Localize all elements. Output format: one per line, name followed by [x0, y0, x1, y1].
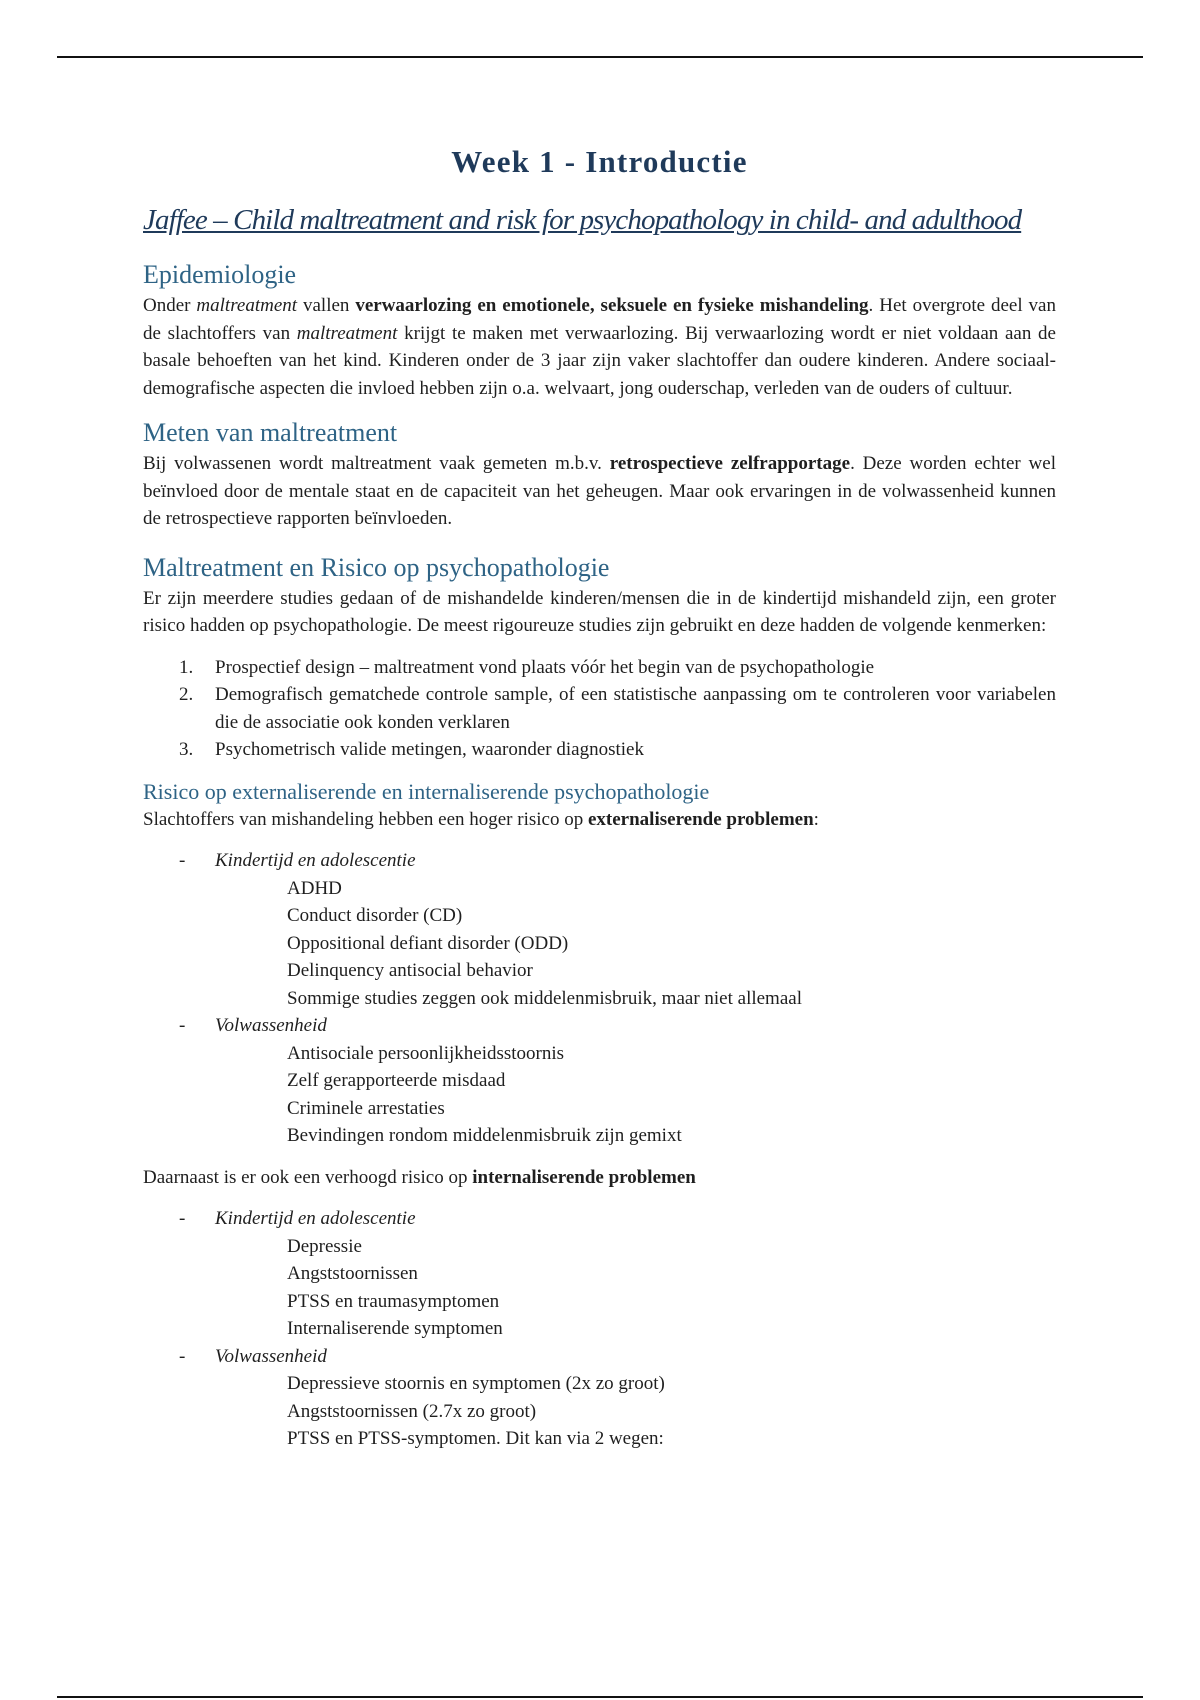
text-bold: internaliserende problemen: [472, 1166, 696, 1188]
bullet-text: PTSS en PTSS-symptomen. Dit kan via 2 wegen:: [287, 1428, 664, 1449]
bullet-icon: [251, 1122, 287, 1150]
bullet-icon: [251, 1288, 287, 1316]
bullet-icon: [251, 930, 287, 958]
bullet-list-item: [143, 1288, 1056, 1316]
numbered-list: [143, 654, 1056, 764]
bullet-icon: [251, 1040, 287, 1068]
bullet-text: Conduct disorder (CD): [287, 905, 463, 926]
bullet-list-item: [143, 902, 1056, 930]
bullet-icon: [251, 1315, 287, 1343]
text: Onder: [143, 295, 197, 316]
bullet-text: Depressieve stoornis en symptomen (2x zo groot): [287, 1373, 665, 1394]
text: :: [813, 808, 819, 830]
heading-meten: Meten van maltreatment: [143, 418, 398, 447]
list-number: 2.: [179, 684, 194, 705]
bottom-rule: [57, 1696, 1143, 1698]
dash-list-item: [143, 1343, 1056, 1371]
bullet-text: Oppositional defiant disorder (ODD): [287, 932, 569, 954]
list-text: Demografisch gematchede controle sample, of een statistische aanpassing om te controleren voor variabelen die de associatie ook konden verklaren: [215, 684, 1056, 733]
dash-list-item: [143, 847, 1056, 875]
bullet-list-item: [143, 1315, 1056, 1343]
text-bold: retrospectieve zelfrapportage: [609, 453, 851, 474]
text-italic: maltreatment: [196, 295, 298, 316]
bullet-list-item: [143, 875, 1056, 903]
dash-marker: -: [179, 1208, 186, 1229]
bullet-icon: [251, 985, 287, 1013]
heading-risico: Maltreatment en Risico op psychopathologie: [143, 552, 610, 582]
dash-list-item: [143, 1205, 1056, 1233]
dash-label: Volwassenheid: [215, 1345, 327, 1367]
text: Daarnaast is er ook een verhoogd risico op: [143, 1166, 473, 1188]
list-item: [143, 654, 1056, 682]
bullet-text: Depressie: [287, 1235, 362, 1257]
bullet-icon: [251, 902, 287, 930]
bullet-list-item: [143, 985, 1056, 1013]
bullet-list-item: [143, 1425, 1056, 1453]
list-text: Prospectief design – maltreatment vond plaats vóór het begin van de psychopathologie: [215, 656, 875, 678]
internaliserend-list: [143, 1205, 1056, 1453]
top-rule: [57, 56, 1143, 58]
paragraph-externaliserend: [143, 806, 1056, 834]
bullet-text: Angststoornissen: [287, 1263, 418, 1284]
bullet-list-item: [143, 1260, 1056, 1288]
bullet-list-item: [143, 1067, 1056, 1095]
bullet-text: Angststoornissen (2.7x zo groot): [287, 1400, 537, 1422]
text: vallen: [297, 295, 356, 316]
bullet-list-item: [143, 1040, 1056, 1068]
text: . Het overgrote deel van de slachtoffers van: [143, 295, 1056, 344]
bullet-icon: [251, 1398, 287, 1426]
text: Bij volwassenen wordt maltreatment vaak gemeten m.b.v.: [143, 453, 610, 474]
paragraph-internaliserend: [143, 1164, 1056, 1192]
bullet-icon: [251, 1067, 287, 1095]
bullet-icon: [251, 875, 287, 903]
bullet-icon: [251, 957, 287, 985]
bullet-icon: [251, 1095, 287, 1123]
text-italic: maltreatment: [296, 322, 398, 344]
bullet-list-item: [143, 1398, 1056, 1426]
bullet-icon: [251, 1370, 287, 1398]
paragraph-epidemiologie: [143, 292, 1056, 402]
bullet-list-item: [143, 930, 1056, 958]
list-number: 3.: [179, 739, 194, 760]
bullet-text: Internaliserende symptomen: [287, 1318, 503, 1339]
bullet-text: Criminele arrestaties: [287, 1097, 445, 1119]
text-bold: externaliserende problemen: [587, 808, 814, 830]
dash-label: Volwassenheid: [215, 1015, 327, 1036]
bullet-list-item: [143, 1233, 1056, 1261]
bullet-text: Bevindingen rondom middelenmisbruik zijn gemixt: [287, 1125, 682, 1146]
text: Slachtoffers van mishandeling hebben een hoger risico op: [143, 808, 588, 830]
text: krijgt te maken met verwaarlozing. Bij verwaarlozing wordt er niet voldaan aan de basale behoeften van het kind. Kinderen onder de 3 jaar zijn vaker slachtoffer dan oudere kinderen. Andere sociaal-demografische aspecten die invloed hebben zijn o.a. welvaart, jong ouderschap, verleden van de ouders of cultuur.: [143, 322, 1056, 399]
paragraph-meten: [143, 450, 1056, 533]
bullet-text: Zelf gerapporteerde misdaad: [287, 1070, 506, 1091]
bullet-icon: [251, 1233, 287, 1261]
bullet-text: Antisociale persoonlijkheidsstoornis: [287, 1042, 565, 1064]
list-item: [143, 681, 1056, 736]
page-title: Week 1 - Introductie: [451, 144, 748, 179]
dash-label: Kindertijd en adolescentie: [215, 1208, 416, 1229]
bullet-text: ADHD: [287, 877, 342, 899]
list-item: [143, 736, 1056, 764]
article-title: Jaffee – Child maltreatment and risk for psychopathology in child- and adulthood: [143, 204, 1022, 236]
list-number: 1.: [179, 656, 194, 678]
text: . Deze worden echter wel beïnvloed door de mentale staat en de capaciteit van het geheugen. Maar ook ervaringen in de volwassenheid kunnen de retrospectieve rapporten beïnvloeden.: [143, 453, 1056, 529]
bullet-icon: [251, 1425, 287, 1453]
dash-marker: -: [179, 850, 186, 871]
heading-externaliserend-internaliserend: Risico op externaliserende en internaliserende psychopathologie: [143, 778, 710, 804]
dash-marker: -: [179, 1015, 186, 1036]
paragraph-risico: Er zijn meerdere studies gedaan of de mishandelde kinderen/mensen die in de kindertijd mishandeld zijn, een groter risico hadden op psychopathologie. De meest rigoureuze studies zijn gebruikt en deze hadden de volgende kenmerken:: [143, 587, 1056, 636]
bullet-text: Delinquency antisocial behavior: [287, 960, 533, 981]
bullet-list-item: [143, 957, 1056, 985]
externaliserend-list: [143, 847, 1056, 1150]
dash-list-item: [143, 1012, 1056, 1040]
bullet-text: PTSS en traumasymptomen: [287, 1290, 500, 1312]
dash-label: Kindertijd en adolescentie: [215, 850, 416, 871]
bullet-icon: [251, 1260, 287, 1288]
text-bold: verwaarlozing en emotionele, seksuele en fysieke mishandeling: [355, 295, 869, 316]
bullet-list-item: [143, 1095, 1056, 1123]
document-page: [143, 138, 1056, 1453]
list-text: Psychometrisch valide metingen, waaronder diagnostiek: [215, 739, 644, 760]
bullet-list-item: [143, 1370, 1056, 1398]
dash-marker: -: [179, 1345, 186, 1367]
bullet-list-item: [143, 1122, 1056, 1150]
bullet-text: Sommige studies zeggen ook middelenmisbruik, maar niet allemaal: [287, 987, 802, 1009]
heading-epidemiologie: Epidemiologie: [143, 260, 297, 289]
